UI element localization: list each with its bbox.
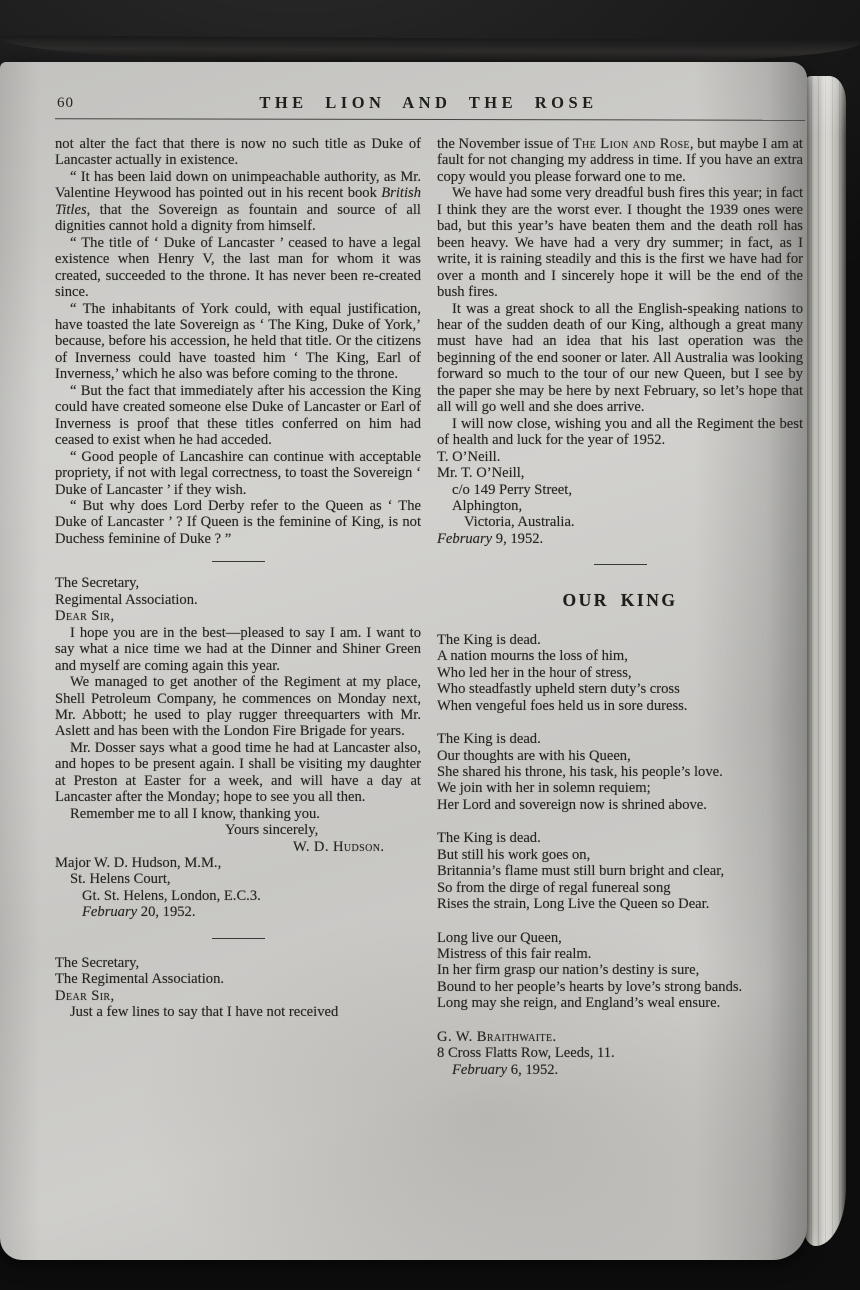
article-paragraph: “ But why does Lord Derby refer to the Queen as ‘ The Duke of Lancaster ’ ? If Queen is the feminine of King, is not Duchess feminine of Duke ? ” <box>55 497 421 547</box>
page-number: 60 <box>57 95 74 111</box>
letter-paragraph: I will now close, wishing you and all the Regiment the best of health and luck for the year of 1952. <box>437 415 803 449</box>
letter-closing: Yours sincerely, <box>225 822 319 839</box>
date-rest: 9, 1952. <box>492 530 544 547</box>
date-month: February <box>437 530 493 547</box>
poem-line: The King is dead. <box>437 830 541 847</box>
letter-paragraph <box>437 136 803 185</box>
letter-date <box>437 531 803 547</box>
book-page-edges <box>804 76 846 1246</box>
paragraph-text: , but maybe I am at fault for not changing my address in time. If you have an extra copy would you please forward one to me. <box>437 136 803 185</box>
page-header <box>55 93 802 119</box>
section-divider <box>212 938 265 939</box>
article-paragraph: not alter the fact that there is now no such title as Duke of Lancaster actually in existence. <box>55 136 421 169</box>
poem-address: 8 Cross Flatts Row, Leeds, 11. <box>437 1045 615 1062</box>
section-divider <box>594 564 647 565</box>
article-paragraph: “ But the fact that immediately after his accession the King could have created someone else Duke of Lancaster or Earl of Inverness is proof that these titles conferred on him had ceased to exist when he had acceded. <box>55 382 421 449</box>
paragraph-text: , that the Sovereign as fountain and source of all dignities cannot hold a dignity from himself. <box>55 201 421 235</box>
letter-paragraph: Remember me to all I know, thanking you. <box>70 805 320 822</box>
poem-line: Britannia’s flame must still burn bright and clear, <box>437 863 725 880</box>
poem-line: The King is dead. <box>437 731 541 748</box>
sender-line: Major W. D. Hudson, M.M., <box>55 855 222 872</box>
addressee-line: Regimental Association. <box>55 591 198 608</box>
poem-line: Her Lord and sovereign now is shrined above. <box>437 796 707 813</box>
magazine-page <box>0 62 807 1260</box>
poem-stanza <box>437 930 803 1012</box>
poem-stanza <box>437 731 803 813</box>
sender-line: Mr. T. O’Neill, <box>437 465 525 482</box>
article-paragraph: “ Good people of Lancashire can continue with acceptable propriety, if not with legal correctness, to toast the Sovereign ‘ Duke of Lancaster ’ if they wish. <box>55 448 421 498</box>
date-month: February <box>452 1061 508 1078</box>
article-paragraph <box>55 169 421 235</box>
addressee-line: The Secretary, <box>55 954 140 971</box>
article-paragraph: “ The title of ‘ Duke of Lancaster ’ ceased to have a legal existence when Henry V, the last man for whom it was created, succeeded to the throne. It has never been re-created since. <box>55 234 421 301</box>
letter-signature: W. D. Hudson. <box>293 838 385 855</box>
book-title-italic: British Titles <box>55 185 421 218</box>
poem-line: Rises the strain, Long Live the Queen so Dear. <box>437 896 710 913</box>
poem-title: OUR KING <box>562 590 678 611</box>
poem-line: Bound to her people’s hearts by love’s strong bands. <box>437 978 743 995</box>
addressee-line: The Regimental Association. <box>55 971 225 988</box>
poem-stanza <box>437 830 803 912</box>
letter-paragraph: I hope you are in the best—pleased to say I am. I want to say what a nice time we had at the Dinner and Shiner Green and myself are coming again this year. <box>55 624 421 674</box>
letter-paragraph: It was a great shock to all the English-speaking nations to hear of the sudden death of our King, although a great many must have had an idea that his last operation was the beginning of the end sooner or later. All Australia was looking forward so much to the tour of our new Queen, but I see by the paper she may be here by next February, so let’s hope that all will go well and she does arrive. <box>437 300 803 416</box>
date-rest: 6, 1952. <box>507 1061 559 1078</box>
poem-line: But still his work goes on, <box>437 846 591 863</box>
poem-line: Long may she reign, and England’s weal ensure. <box>437 995 721 1012</box>
poem-line: In her firm grasp our nation’s destiny is sure, <box>437 962 700 979</box>
poem-line: Our thoughts are with his Queen, <box>437 747 631 764</box>
letter-signature: T. O’Neill. <box>437 448 501 465</box>
letter-next <box>55 955 421 1021</box>
letter-date <box>55 904 421 920</box>
journal-name-smallcaps: The Lion and Rose <box>572 136 690 152</box>
right-column <box>437 136 803 1078</box>
letter-paragraph: Mr. Dosser says what a good time he had at Lancaster also, and hopes to be present again. I shall be visiting my daughter at Preston at Easter for a week, and will have a day at Lancaster after the Monday; hope to see you all then. <box>55 739 421 806</box>
poem-line: The King is dead. <box>437 631 541 648</box>
poem-line: We join with her in solemn requiem; <box>437 780 651 797</box>
sender-line: Alphington, <box>452 497 523 514</box>
date-month: February <box>82 904 138 921</box>
letter-paragraph: We have had some very dreadful bush fires this year; in fact I think they are the worst ever. I thought the 1939 ones were bad, but this year’s have beaten them and the death roll has been heavy. We have had a very dry summer; in fact, as I write, it is raining steadily and this is the first we have had for over a month and I sincerely hope it will be the end of the bush fires. <box>437 185 803 301</box>
poem-line: Mistress of this fair realm. <box>437 946 592 963</box>
poem-line: Who led her in the hour of stress, <box>437 664 632 681</box>
paragraph-text: “ It has been laid down on unimpeachable authority, as Mr. Valentine Heywood has pointed out in his recent book <box>55 168 421 202</box>
date-rest: 20, 1952. <box>137 904 196 921</box>
poem-line: She shared his throne, his task, his people’s love. <box>437 763 723 780</box>
addressee-line: The Secretary, <box>55 575 140 592</box>
article-paragraph: “ The inhabitants of York could, with equal justification, have toasted the late Sovereign as ‘ The King, Duke of York,’ because, before his accession, he held that title. Or the citizens of Inverness could have toasted him ‘ The King, Earl of Inverness,’ which he also was before coming to the throne. <box>55 300 421 383</box>
header-rule <box>55 118 805 121</box>
left-column <box>55 136 421 1021</box>
sender-line: St. Helens Court, <box>70 871 171 888</box>
poem-signature: G. W. Braithwaite. <box>437 1028 557 1045</box>
sender-line: Gt. St. Helens, London, E.C.3. <box>82 887 261 904</box>
poem-date <box>437 1062 803 1078</box>
letter-paragraph: Just a few lines to say that I have not received <box>70 1004 339 1021</box>
letter-hudson <box>55 575 421 921</box>
salutation: Dear Sir, <box>55 608 115 625</box>
sender-line: c/o 149 Perry Street, <box>452 481 572 498</box>
poem-line: Who steadfastly upheld stern duty’s cross <box>437 681 680 698</box>
poem-line: So from the dirge of regal funereal song <box>437 879 671 896</box>
paragraph-text: the November issue of <box>437 136 573 152</box>
poem-line: When vengeful foes held us in sore duress. <box>437 697 688 714</box>
poem-line: Long live our Queen, <box>437 929 562 946</box>
section-divider <box>212 561 265 562</box>
poem-line: A nation mourns the loss of him, <box>437 648 628 665</box>
salutation: Dear Sir, <box>55 987 115 1004</box>
journal-title: THE LION AND THE ROSE <box>259 93 598 112</box>
poem-stanza <box>437 632 803 714</box>
sender-line: Victoria, Australia. <box>464 514 575 531</box>
letter-paragraph: We managed to get another of the Regiment at my place, Shell Petroleum Company, he commences on Monday next, Mr. Abbott; he used to play rugger threequarters with Mr. Aslett and has been with the London Fire Brigade for years. <box>55 674 421 740</box>
